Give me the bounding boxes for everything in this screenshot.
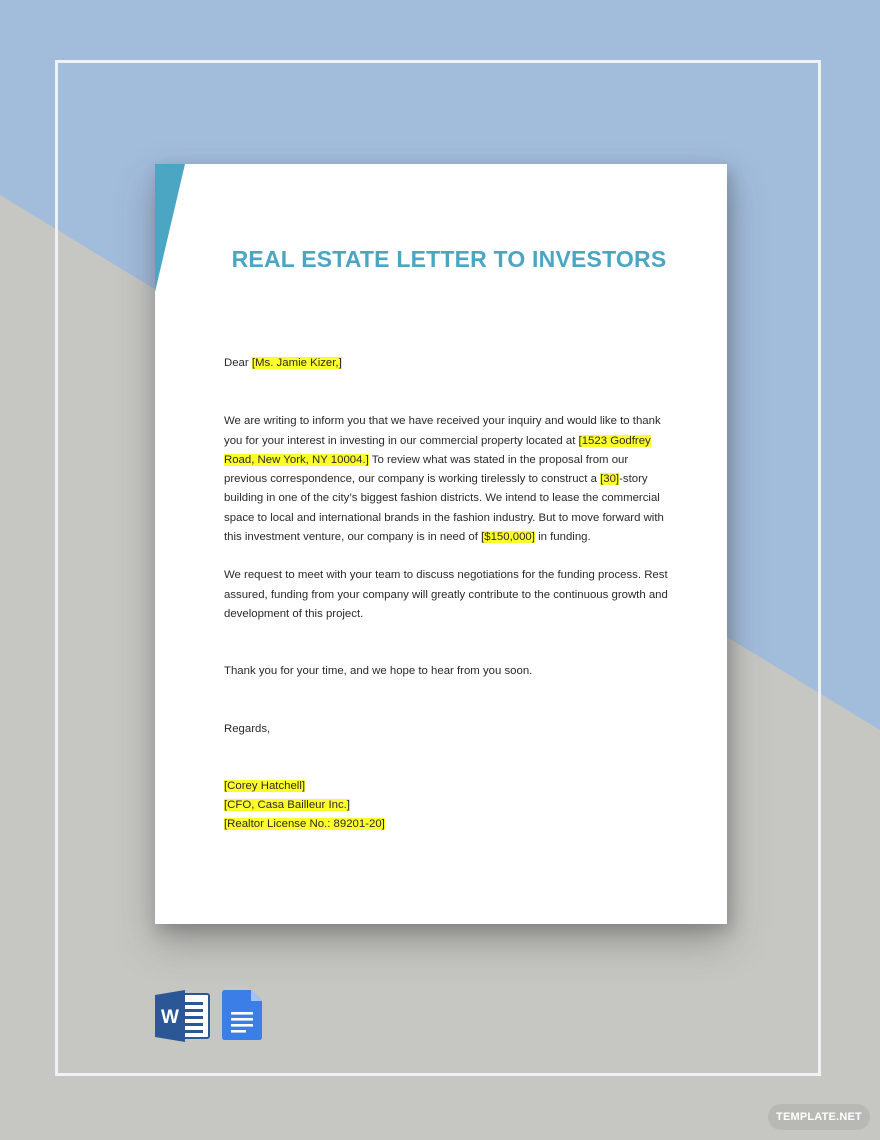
salutation: Dear xyxy=(224,357,249,369)
paragraph-1-text-b: To review what was stated in the proposal from our previous correspondence, our company is working tirelessly to construct a xyxy=(224,453,629,486)
microsoft-word-icon[interactable] xyxy=(155,990,211,1042)
svg-text:W: W xyxy=(161,1007,179,1028)
address-placeholder[interactable]: [1523 Godfrey Road, New York, NY 10004.] xyxy=(224,434,651,466)
signature-block xyxy=(224,777,674,835)
letter-title: REAL ESTATE LETTER TO INVESTORS xyxy=(231,246,667,272)
paragraph-1-text-a: We are writing to inform you that we have received your inquiry and would like to thank you for your interest in investing in our commercial property located at xyxy=(224,415,661,447)
paragraph-3: Thank you for your time, and we hope to hear from you soon. xyxy=(224,665,533,678)
paragraph-1-text-d: in funding. xyxy=(538,531,591,544)
stories-placeholder[interactable]: [30] xyxy=(600,473,620,486)
letter-document xyxy=(155,164,727,924)
paragraph-1-text-c: -story building in one of the city’s biggest fashion districts. We intend to lease the commercial space to local and international brands in the fashion industry. But to move forward with this investment venture, our company is in need of xyxy=(224,473,664,544)
paragraph-2: We request to meet with your team to discuss negotiations for the funding process. Rest assured, funding from your company will greatly contribute to the continuous growth and development of this project. xyxy=(224,569,668,620)
google-docs-icon[interactable] xyxy=(222,990,264,1040)
salutation-line xyxy=(224,354,674,373)
paragraph-1 xyxy=(224,412,674,547)
amount-placeholder[interactable]: [$150,000] xyxy=(481,531,535,544)
letter-body xyxy=(224,354,674,835)
recipient-placeholder[interactable]: [Ms. Jamie Kizer,] xyxy=(251,357,342,369)
corner-accent xyxy=(155,164,195,294)
closing: Regards, xyxy=(224,722,271,735)
template-net-badge[interactable]: TEMPLATE.NET xyxy=(768,1104,870,1130)
signature-name[interactable]: [Corey Hatchell] xyxy=(224,779,306,792)
signature-license[interactable]: [Realtor License No.: 89201-20] xyxy=(224,818,385,831)
signature-position[interactable]: [CFO, Casa Bailleur Inc.] xyxy=(224,799,350,812)
